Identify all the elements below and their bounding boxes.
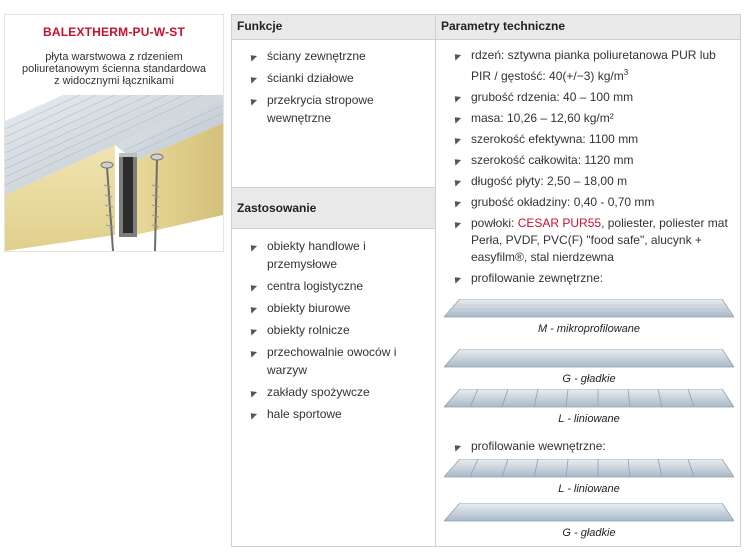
- profile-m-image: [444, 299, 734, 341]
- bullet-icon: [452, 114, 461, 123]
- list-item: [232, 277, 435, 295]
- list-item-text: masa: 10,26 – 12,60 kg/m²: [471, 111, 614, 125]
- core-text: rdzeń: sztywna pianka poliuretanowa PUR lub PIR / gęstość: 40(+/−3) kg/m: [471, 48, 716, 83]
- list-item: [232, 383, 435, 401]
- product-description-line: poliuretanowym ścienna standardowa: [21, 63, 207, 75]
- list-item-text: obiekty rolnicze: [267, 323, 350, 337]
- list-item: [232, 91, 435, 127]
- list-item-text: obiekty handlowe i przemysłowe: [267, 239, 366, 271]
- inner-profiling-heading: [436, 437, 740, 459]
- product-description-line: z widocznymi łącznikami: [54, 75, 174, 87]
- bullet-icon: [248, 388, 257, 397]
- sandwich-panel-image: [5, 95, 223, 251]
- list-item-text: obiekty biurowe: [267, 301, 351, 315]
- list-item-text: centra logistyczne: [267, 279, 364, 293]
- bullet-icon: [248, 304, 257, 313]
- list-item: [232, 343, 435, 379]
- list-item-text: długość płyty: 2,50 – 18,00 m: [471, 174, 628, 188]
- list-item: [232, 47, 435, 65]
- bullet-icon: [248, 52, 257, 61]
- bullet-icon: [248, 410, 257, 419]
- bullet-icon: [248, 242, 257, 251]
- technical-parameters-header: Parametry techniczne: [436, 15, 740, 40]
- list-item: [436, 270, 740, 287]
- list-item-text: ścianki działowe: [267, 71, 354, 85]
- list-item-text: szerokość efektywna: 1100 mm: [471, 132, 639, 146]
- bullet-icon: [248, 282, 257, 291]
- bullet-icon: [452, 442, 461, 451]
- applications-header: Zastosowanie: [232, 187, 435, 229]
- profile-g-image: [444, 349, 734, 391]
- list-item: [232, 321, 435, 339]
- product-description-line: płyta warstwowa z rdzeniem: [45, 51, 183, 63]
- list-item-text: szerokość całkowita: 1120 mm: [471, 153, 634, 167]
- bullet-icon: [452, 274, 461, 283]
- bullet-icon: [452, 219, 461, 228]
- list-item-text: grubość okładziny: 0,40 - 0,70 mm: [471, 195, 655, 209]
- profile-label: M - mikroprofilowane: [537, 323, 641, 335]
- bullet-icon: [452, 198, 461, 207]
- bullet-icon: [248, 348, 257, 357]
- inner-profiling-label: profilowanie wewnętrzne:: [471, 439, 606, 453]
- core-density-unit-sup: 3: [623, 68, 629, 77]
- list-item-text: zakłady spożywcze: [267, 385, 370, 399]
- list-item: [232, 69, 435, 87]
- cesar-pur55-link[interactable]: CESAR PUR55: [517, 216, 602, 230]
- technical-parameters-list: [436, 47, 740, 291]
- list-item: [436, 152, 740, 169]
- list-item-text: przechowalnie owoców i warzyw: [267, 345, 397, 377]
- list-item: [436, 110, 740, 127]
- bullet-icon: [248, 326, 257, 335]
- list-item: [436, 47, 740, 85]
- product-card: [4, 14, 224, 252]
- coatings-suffix: , poliester, poliester mat Perła, PVDF, PVC(F) "food safe", alucynk + easyfilm®, stal nierdzewna: [471, 216, 728, 264]
- list-item: [232, 237, 435, 273]
- list-item: [436, 215, 740, 266]
- functions-list: [232, 47, 435, 131]
- profile-label: L - liniowane: [558, 483, 620, 495]
- bullet-icon: [452, 93, 461, 102]
- bullet-icon: [452, 177, 461, 186]
- list-item: [436, 437, 740, 455]
- profile-label: G - gładkie: [562, 527, 616, 539]
- functions-header: Funkcje: [232, 15, 435, 40]
- product-description: [9, 51, 219, 87]
- technical-parameters-column: [435, 14, 741, 547]
- list-item: [232, 405, 435, 423]
- list-item: [436, 194, 740, 211]
- list-item-text: hale sportowe: [267, 407, 342, 421]
- list-item: [436, 173, 740, 190]
- list-item: [232, 299, 435, 317]
- profile-g-inner-image: [444, 503, 734, 545]
- list-item-text: ściany zewnętrzne: [267, 49, 366, 63]
- coatings-prefix: powłoki:: [471, 216, 518, 230]
- bullet-icon: [248, 96, 257, 105]
- profile-label: L - liniowane: [558, 413, 620, 425]
- bullet-icon: [452, 156, 461, 165]
- bullet-icon: [452, 135, 461, 144]
- profile-l-inner-image: [444, 459, 734, 501]
- bullet-icon: [452, 51, 461, 60]
- list-item: [436, 131, 740, 148]
- profile-l-image: [444, 389, 734, 431]
- profile-label: G - gładkie: [562, 373, 616, 385]
- applications-list: [232, 237, 435, 427]
- list-item-text: grubość rdzenia: 40 – 100 mm: [471, 90, 634, 104]
- product-title: BALEXTHERM-PU-W-ST: [42, 25, 185, 39]
- functions-column: [231, 14, 436, 547]
- list-item: [436, 89, 740, 106]
- outer-profiling-label: profilowanie zewnętrzne:: [471, 271, 604, 285]
- bullet-icon: [248, 74, 257, 83]
- list-item-text: przekrycia stropowe wewnętrzne: [267, 93, 374, 125]
